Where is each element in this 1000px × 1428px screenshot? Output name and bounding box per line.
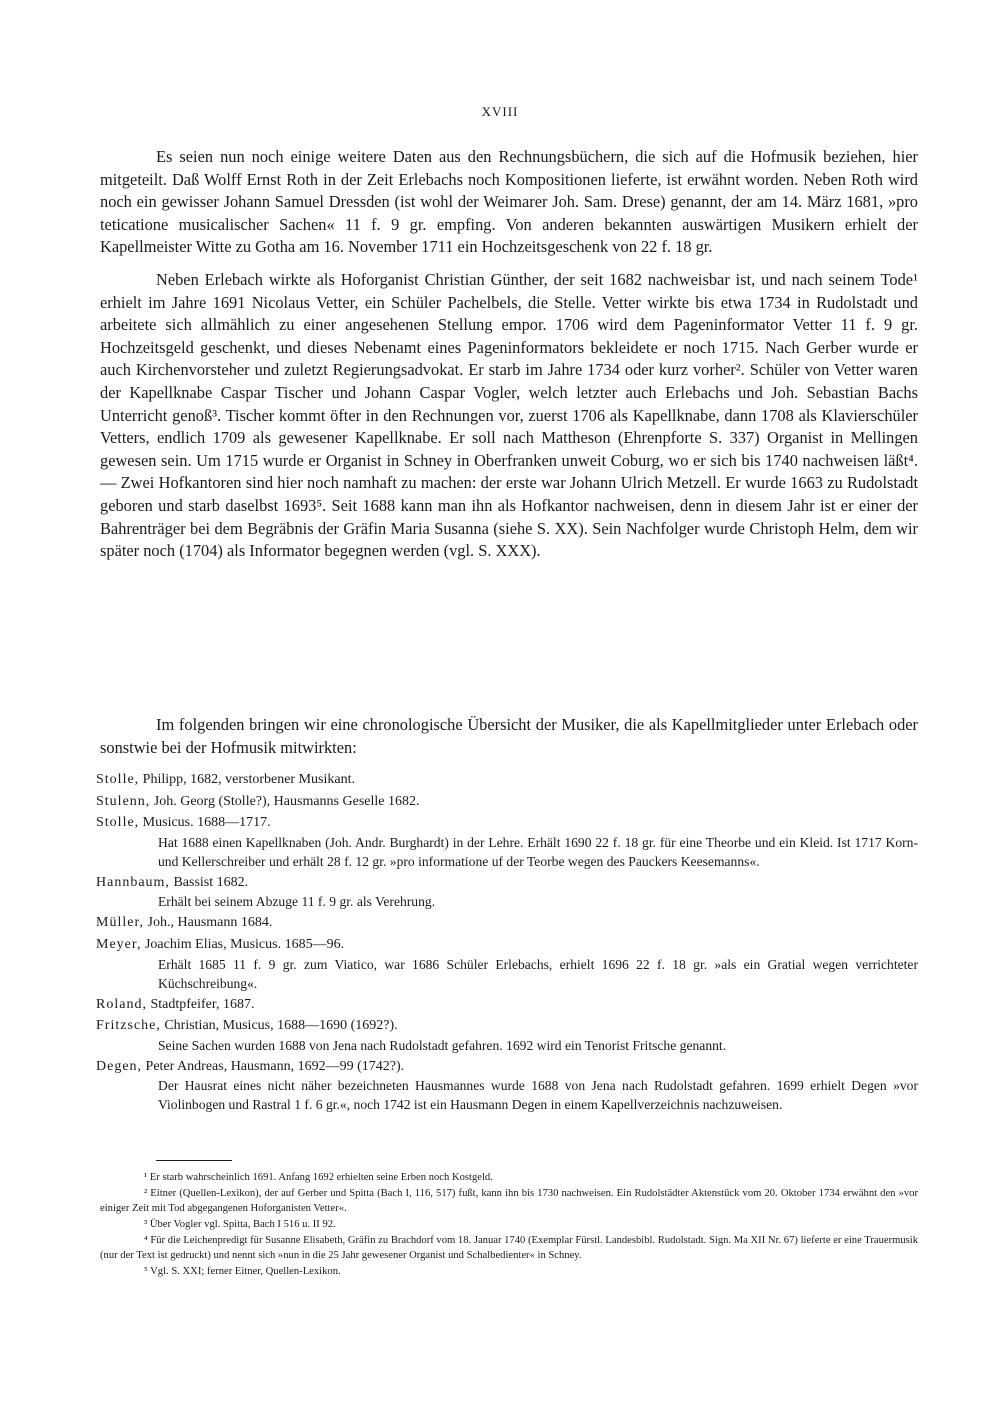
musician-detail: Christian, Musicus, 1688—1690 (1692?). xyxy=(164,1018,398,1034)
footnote: ² Eitner (Quellen-Lexikon), der auf Gerber und Spitta (Bach I, 116, 517) fußt, kann ihn bis 1730 nachweisen. Ein Rudolstädter Aktenstück vom 20. Oktober 1734 erwähnt den »vor einiger Zeit mit Tod abgegangenen Hoforganisten Vetter«. xyxy=(100,1188,918,1214)
musician-name: Degen, xyxy=(96,1058,143,1074)
musician-detail: Joachim Elias, Musicus. 1685—96. xyxy=(144,936,345,952)
footnotes xyxy=(100,1170,918,1280)
register-entry xyxy=(96,813,918,871)
musician-note: Erhält 1685 11 f. 9 gr. zum Viatico, war 1686 Schüler Erlebachs, erhielt 1696 22 f. 18 gr. »als ein Gratial wegen verrichteter Küchschreibung«. xyxy=(158,956,918,991)
footnote-divider xyxy=(156,1160,232,1161)
musician-detail: Joh., Hausmann 1684. xyxy=(147,915,273,931)
register-entry xyxy=(96,1057,918,1115)
musician-detail: Philipp, 1682, verstorbener Musikant. xyxy=(142,772,355,787)
register-introduction: Im folgenden bringen wir eine chronologische Übersicht der Musiker, die als Kapellmitglieder unter Erlebach oder sonstwie bei der Hofmusik mitwirkten: xyxy=(100,715,918,757)
musician-name: Roland, xyxy=(96,996,147,1012)
musician-name: Hannbaum, xyxy=(96,874,170,890)
musician-detail: Stadtpfeifer, 1687. xyxy=(150,996,255,1012)
main-text xyxy=(100,146,918,573)
musician-note: Seine Sachen wurden 1688 von Jena nach Rudolstadt gefahren. 1692 wird ein Tenorist Fritsche genannt. xyxy=(158,1037,727,1053)
footnote: ³ Über Vogler vgl. Spitta, Bach I 516 u. II 92. xyxy=(144,1219,336,1230)
footnote: ¹ Er starb wahrscheinlich 1691. Anfang 1692 erhielten seine Erben noch Kostgeld. xyxy=(144,1172,493,1183)
register-entry xyxy=(96,873,918,912)
musician-name: Stolle, xyxy=(96,772,140,787)
musician-name: Meyer, xyxy=(96,936,142,952)
musician-name: Fritzsche, xyxy=(96,1018,161,1034)
musician-detail: Peter Andreas, Hausmann, 1692—99 (1742?). xyxy=(145,1058,405,1074)
paragraph-court-music-records: Es seien nun noch einige weitere Daten aus den Rechnungsbüchern, die sich auf die Hofmusik beziehen, hier mitgeteilt. Daß Wolff Ernst Roth in der Zeit Erlebachs noch Kompositionen lieferte, ist erwähnt worden. Neben Roth wird noch ein gewisser Johann Samuel Dressden (ist wohl der Weimarer Joh. Sam. Drese) genannt, der am 14. März 1681, »pro teticatione musicalischer Sachen« 11 f. 9 gr. empfing. Von anderen bekannten auswärtigen Musikern erhielt der Kapellmeister Witte zu Gotha am 16. November 1711 ein Hochzeitsgeschenk von 22 f. 18 gr. xyxy=(100,147,918,257)
paragraph-court-organists: Neben Erlebach wirkte als Hoforganist Christian Günther, der seit 1682 nachweisbar ist, und nach seinem Tode¹ erhielt im Jahre 1691 Nicolaus Vetter, ein Schüler Pachelbels, die Stelle. Vetter wirkte bis etwa 1734 in Rudolstadt und arbeitete sich allmählich zu einer angesehenen Stellung empor. 1706 wird dem Pageninformator Vetter 11 f. 9 gr. Hochzeitsgeld geschenkt, und dieses Nebenamt eines Pageninformators bekleidete er noch 1715. Nach Gerber wurde er auch Kirchenvorsteher und zuletzt Regierungsadvokat. Er starb im Jahre 1734 oder kurz vorher². Schüler von Vetter waren der Kapellknabe Caspar Tischer und Johann Caspar Vogler, welch letzter auch Erlebachs und Joh. Sebastian Bachs Unterricht genoß³. Tischer kommt öfter in den Rechnungen vor, zuerst 1706 als Kapellknabe, dann 1708 als Klavierschüler Vetters, endlich 1709 als gewesener Kapellknabe. Er soll nach Mattheson (Ehrenpforte S. 337) Organist in Mellingen gewesen sein. Um 1715 wurde er Organist in Schney in Oberfranken unweit Coburg, wo er sich bis 1740 nachweisen läßt⁴. — Zwei Hofkantoren sind hier noch namhaft zu machen: der erste war Johann Ulrich Metzell. Er wurde 1663 zu Rudolstadt geboren und starb daselbst 1693⁵. Seit 1688 kann man ihn als Hofkantor nachweisen, denn in diesem Jahr ist er einer der Bahrenträger bei dem Begräbnis der Gräfin Maria Susanna (siehe S. XX). Sein Nachfolger wurde Christoph Helm, dem wir später noch (1704) als Informator begegnen werden (vgl. S. XXX). xyxy=(100,269,918,561)
footnote: ⁴ Für die Leichenpredigt für Susanne Elisabeth, Gräfin zu Brachdorf vom 18. Januar 1740 (Exemplar Fürstl. Landesbibl. Rudolstadt. Sign. Ma XII Nr. 67) lieferte er eine Trauermusik (nur der Text ist gedruckt) und nennt sich »nun in die 25 Jahr gewesener Organist und Schalbedienter« in Schney. xyxy=(100,1235,918,1261)
musician-detail: Musicus. 1688—1717. xyxy=(142,815,271,831)
register-entry xyxy=(96,995,918,1015)
register-entry xyxy=(96,913,918,933)
musician-note: Erhält bei seinem Abzuge 11 f. 9 gr. als Verehrung. xyxy=(158,894,436,910)
register-entry xyxy=(96,1016,918,1055)
register-entry xyxy=(96,935,918,993)
musician-detail: Bassist 1682. xyxy=(173,874,249,890)
musician-name: Stolle, xyxy=(96,815,140,831)
musician-note: Der Hausrat eines nicht näher bezeichneten Hausmannes wurde 1688 von Jena nach Rudolstadt gefahren. 1699 erhielt Degen »vor Violinbogen und Rastral 1 f. 6 gr.«, noch 1742 ist ein Hausmann Degen in einem Kapellverzeichnis nachzuweisen. xyxy=(158,1078,918,1113)
musician-name: Stulenn, xyxy=(96,793,151,809)
register-entry xyxy=(96,792,918,812)
musician-note: Hat 1688 einen Kapellknaben (Joh. Andr. Burghardt) in der Lehre. Erhält 1690 22 f. 18 gr. für eine Theorbe und ein Kleid. Ist 1717 Korn- und Kellerschreiber und erhält 28 f. 12 gr. »pro informatione uf der Teorbe wegen des Pauckers Keesemanns«. xyxy=(158,834,918,869)
musician-detail: Joh. Georg (Stolle?), Hausmanns Geselle 1682. xyxy=(153,793,420,809)
musician-name: Müller, xyxy=(96,915,145,931)
page-number: XVIII xyxy=(481,104,519,119)
musician-register xyxy=(96,770,918,1116)
footnote: ⁵ Vgl. S. XXI; ferner Eitner, Quellen-Lexikon. xyxy=(144,1266,341,1277)
register-entry xyxy=(96,770,918,790)
